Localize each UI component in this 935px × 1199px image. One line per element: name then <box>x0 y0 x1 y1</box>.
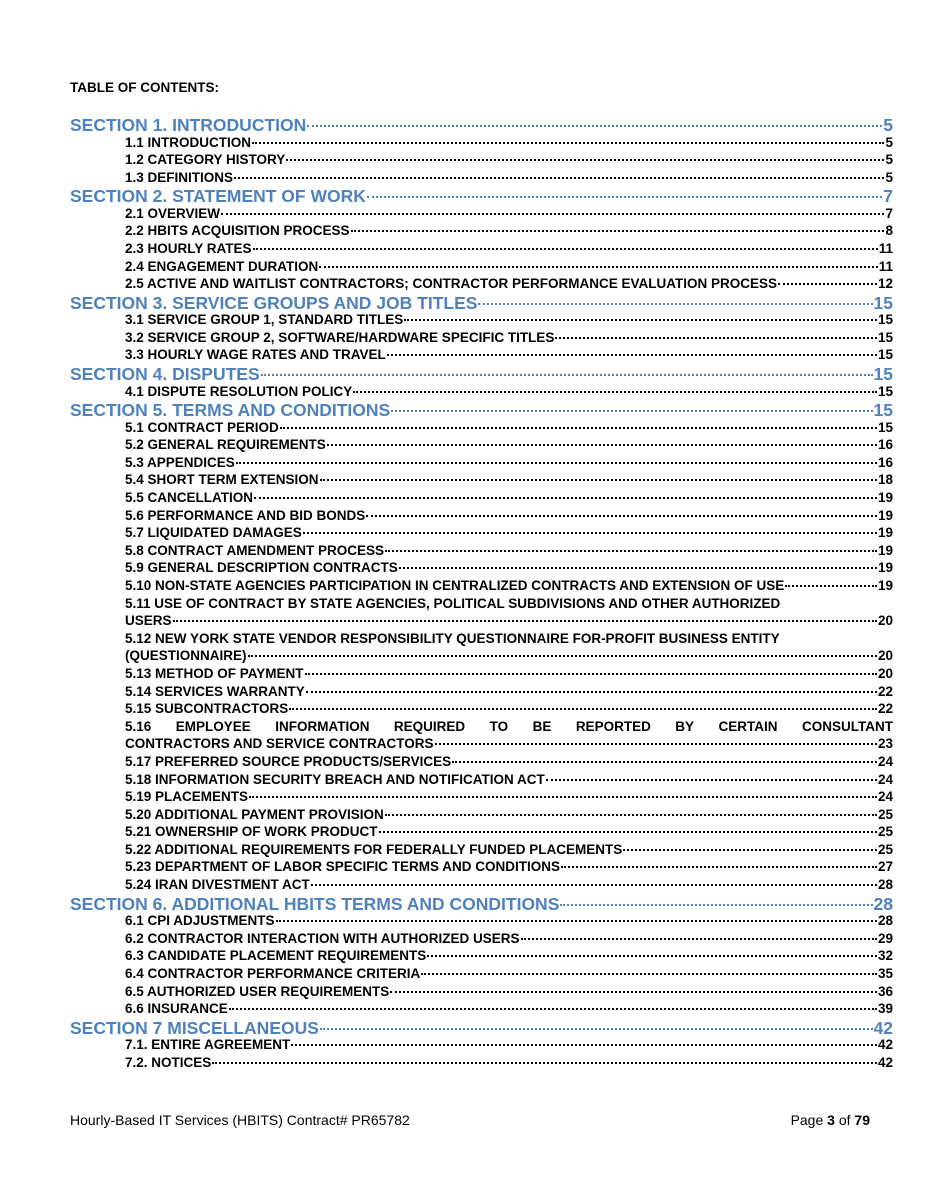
word: EMPLOYEE <box>175 718 251 734</box>
toc-subsection-entry[interactable] <box>70 205 893 223</box>
toc-subsection-label: 5.2 GENERAL REQUIREMENTS <box>125 437 326 453</box>
toc-subsection-entry[interactable] <box>70 1054 893 1072</box>
toc-leader-dots <box>390 991 877 993</box>
toc-subsection-entry[interactable] <box>70 876 893 894</box>
toc-subsection-label: 5.22 ADDITIONAL REQUIREMENTS FOR FEDERALLY FUNDED PLACEMENTS <box>125 841 623 857</box>
toc-subsection-label-line1: 5.12 NEW YORK STATE VENDOR RESPONSIBILITY QUESTIONNAIRE FOR-PROFIT BUSINESS ENTITY <box>125 630 780 646</box>
toc-subsection-label: 7.2. NOTICES <box>125 1054 212 1070</box>
toc-section-page: 15 <box>873 400 893 421</box>
toc-leader-dots <box>303 532 877 534</box>
toc-leader-dots <box>353 391 877 393</box>
toc-leader-dots <box>560 904 872 906</box>
table-of-contents <box>70 115 893 1071</box>
toc-section-entry[interactable] <box>70 1018 893 1037</box>
toc-subsection-page: 5 <box>885 169 893 185</box>
toc-subsection-entry[interactable] <box>70 577 893 595</box>
toc-subsection-label: 5.19 PLACEMENTS <box>125 789 249 805</box>
toc-subsection-entry[interactable] <box>70 965 893 983</box>
word: CONSULTANT <box>801 718 893 734</box>
toc-subsection-label: 1.3 DEFINITIONS <box>125 169 234 185</box>
toc-subsection-page: 23 <box>877 736 893 752</box>
toc-subsection-entry[interactable] <box>70 788 893 806</box>
toc-subsection-entry[interactable] <box>70 436 893 454</box>
toc-section-page: 15 <box>873 292 893 313</box>
toc-leader-dots <box>280 427 877 429</box>
toc-subsection-entry[interactable] <box>70 771 893 789</box>
word: REQUIRED <box>393 718 466 734</box>
toc-subsection-label: 5.7 LIQUIDATED DAMAGES <box>125 525 302 541</box>
toc-subsection-page: 15 <box>877 383 893 399</box>
toc-subsection-entry[interactable] <box>70 383 893 401</box>
toc-subsection-label: 1.2 CATEGORY HISTORY <box>125 152 286 168</box>
toc-subsection-label: 2.5 ACTIVE AND WAITLIST CONTRACTORS; CONTRACTOR PERFORMANCE EVALUATION PROCESS <box>125 276 778 292</box>
toc-subsection-entry[interactable] <box>70 134 893 152</box>
toc-section-entry[interactable] <box>70 894 893 913</box>
toc-subsection-label: 6.1 CPI ADJUSTMENTS <box>125 913 275 929</box>
toc-subsection-page: 29 <box>877 930 893 946</box>
toc-subsection-page: 19 <box>877 542 893 558</box>
toc-subsection-entry[interactable] <box>70 841 893 859</box>
toc-subsection-entry[interactable] <box>70 542 893 560</box>
toc-leader-dots <box>555 337 877 339</box>
toc-leader-dots <box>276 920 877 922</box>
toc-leader-dots <box>234 177 884 179</box>
toc-subsection-page: 42 <box>877 1054 893 1070</box>
word: INFORMATION <box>275 718 370 734</box>
toc-leader-dots <box>306 691 877 693</box>
toc-subsection-page: 20 <box>877 648 893 664</box>
toc-subsection-label: 5.18 INFORMATION SECURITY BREACH AND NOTIFICATION ACT <box>125 771 545 787</box>
toc-leader-dots <box>521 938 877 940</box>
toc-subsection-entry[interactable] <box>70 930 893 948</box>
toc-leader-dots <box>320 1028 873 1030</box>
toc-subsection-page: 19 <box>877 490 893 505</box>
toc-leader-dots <box>286 159 884 161</box>
toc-subsection-page: 24 <box>877 771 893 787</box>
footer-page-current: 3 <box>827 1112 835 1128</box>
toc-section-page: 5 <box>883 115 893 135</box>
toc-subsection-label: 5.3 APPENDICES <box>125 454 235 470</box>
toc-leader-dots <box>379 831 877 833</box>
toc-subsection-label: 5.4 SHORT TERM EXTENSION <box>125 472 319 488</box>
toc-subsection-label: 5.17 PREFERRED SOURCE PRODUCTS/SERVICES <box>125 753 452 769</box>
toc-section-entry[interactable] <box>70 364 893 383</box>
toc-subsection-entry[interactable] <box>70 275 893 293</box>
toc-subsection-page: 20 <box>877 613 893 629</box>
footer-page-total: 79 <box>854 1112 870 1128</box>
toc-subsection-page: 15 <box>877 329 893 345</box>
toc-section-label: SECTION 5. TERMS AND CONDITIONS <box>70 400 391 421</box>
toc-subsection-label: 5.24 IRAN DIVESTMENT ACT <box>125 877 310 893</box>
toc-subsection-entry[interactable] <box>70 595 893 630</box>
toc-subsection-label: 2.1 OVERVIEW <box>125 205 221 221</box>
toc-subsection-page: 32 <box>877 948 893 964</box>
toc-subsection-page: 22 <box>877 683 893 699</box>
toc-subsection-label: 3.2 SERVICE GROUP 2, SOFTWARE/HARDWARE SPECIFIC TITLES <box>125 329 555 345</box>
toc-subsection-page: 18 <box>877 472 893 488</box>
toc-subsection-entry[interactable] <box>70 559 893 577</box>
toc-subsection-label: 6.4 CONTRACTOR PERFORMANCE CRITERIA <box>125 965 421 981</box>
toc-subsection-label: 6.2 CONTRACTOR INTERACTION WITH AUTHORIZED USERS <box>125 930 520 946</box>
toc-subsection-entry[interactable] <box>70 858 893 876</box>
toc-section-entry[interactable] <box>70 186 893 205</box>
toc-section-page: 15 <box>873 364 893 385</box>
toc-subsection-entry[interactable] <box>70 1000 893 1018</box>
toc-subsection-entry[interactable] <box>70 258 893 276</box>
toc-leader-dots <box>221 213 884 215</box>
toc-leader-dots <box>319 266 877 268</box>
toc-subsection-label: 5.10 NON-STATE AGENCIES PARTICIPATION IN CENTRALIZED CONTRACTS AND EXTENSION OF USE <box>125 577 785 593</box>
toc-subsection-label-line2: (QUESTIONNAIRE) <box>125 648 247 664</box>
toc-leader-dots <box>778 283 877 285</box>
toc-leader-dots <box>229 1008 877 1010</box>
toc-section-entry[interactable] <box>70 115 893 134</box>
toc-leader-dots <box>261 374 873 376</box>
toc-subsection-entry[interactable] <box>70 419 893 437</box>
toc-subsection-label: 6.6 INSURANCE <box>125 1001 228 1017</box>
toc-subsection-entry[interactable] <box>70 346 893 364</box>
toc-section-label: SECTION 2. STATEMENT OF WORK <box>70 186 366 207</box>
toc-subsection-page: 15 <box>877 312 893 328</box>
toc-section-label: SECTION 3. SERVICE GROUPS AND JOB TITLES <box>70 292 478 313</box>
toc-subsection-page: 28 <box>877 877 893 893</box>
toc-leader-dots <box>399 567 877 569</box>
footer-page-number <box>791 1112 870 1128</box>
word: REPORTED <box>575 718 651 734</box>
toc-subsection-entry[interactable] <box>70 169 893 187</box>
toc-leader-dots <box>404 319 877 321</box>
toc-subsection-label: 2.4 ENGAGEMENT DURATION <box>125 258 319 274</box>
toc-subsection-page: 25 <box>877 824 893 840</box>
toc-subsection-label-line2: CONTRACTORS AND SERVICE CONTRACTORS <box>125 736 434 752</box>
toc-subsection-entry[interactable] <box>70 700 893 718</box>
toc-subsection-page: 20 <box>877 665 893 681</box>
toc-leader-dots <box>387 354 877 356</box>
word: BY <box>675 718 695 734</box>
toc-leader-dots <box>253 248 878 250</box>
toc-leader-dots <box>248 655 877 657</box>
toc-section-entry[interactable] <box>70 400 893 419</box>
toc-subsection-label: 3.3 HOURLY WAGE RATES AND TRAVEL <box>125 347 386 363</box>
toc-subsection-page: 11 <box>878 240 893 256</box>
toc-subsection-page: 25 <box>877 806 893 822</box>
toc-subsection-page: 16 <box>877 437 893 453</box>
toc-subsection-label: 5.23 DEPARTMENT OF LABOR SPECIFIC TERMS AND CONDITIONS <box>125 859 561 875</box>
toc-subsection-page: 16 <box>877 454 893 470</box>
toc-leader-dots <box>320 479 877 481</box>
toc-subsection-line2 <box>125 647 893 665</box>
toc-subsection-line2 <box>125 735 893 753</box>
toc-subsection-entry[interactable] <box>70 454 893 472</box>
toc-subsection-page: 27 <box>877 859 893 875</box>
toc-subsection-label: 2.2 HBITS ACQUISITION PROCESS <box>125 223 350 239</box>
toc-subsection-page: 19 <box>877 577 893 593</box>
toc-subsection-entry[interactable] <box>70 311 893 329</box>
toc-subsection-label: 5.15 SUBCONTRACTORS <box>125 701 289 717</box>
toc-subsection-label: 7.1. ENTIRE AGREEMENT <box>125 1037 291 1053</box>
toc-subsection-entry[interactable] <box>70 823 893 841</box>
toc-subsection-line2 <box>125 612 893 630</box>
toc-leader-dots <box>785 585 877 587</box>
toc-subsection-label: 5.1 CONTRACT PERIOD <box>125 419 279 435</box>
toc-subsection-entry[interactable] <box>70 983 893 1001</box>
footer-page-prefix: Page <box>790 1112 828 1128</box>
toc-subsection-label: 4.1 DISPUTE RESOLUTION POLICY <box>125 383 353 399</box>
toc-leader-dots <box>254 497 877 499</box>
toc-subsection-label-line2: USERS <box>125 613 172 629</box>
toc-subsection-page: 22 <box>877 701 893 717</box>
toc-subsection-page: 42 <box>877 1037 893 1053</box>
toc-subsection-page: 19 <box>877 560 893 576</box>
toc-subsection-page: 11 <box>878 258 893 274</box>
toc-section-label: SECTION 4. DISPUTES <box>70 364 260 385</box>
toc-leader-dots <box>327 444 877 446</box>
toc-subsection-page: 8 <box>885 223 893 239</box>
toc-leader-dots <box>252 142 884 144</box>
toc-leader-dots <box>249 796 877 798</box>
word: BE <box>532 718 552 734</box>
word: CERTAIN <box>718 718 778 734</box>
toc-leader-dots <box>546 779 877 781</box>
toc-leader-dots <box>452 761 877 763</box>
toc-subsection-entry[interactable] <box>70 718 893 753</box>
toc-subsection-entry[interactable] <box>70 630 893 665</box>
toc-subsection-label: 6.3 CANDIDATE PLACEMENT REQUIREMENTS <box>125 948 427 964</box>
toc-section-label: SECTION 6. ADDITIONAL HBITS TERMS AND CONDITIONS <box>70 893 560 914</box>
toc-leader-dots <box>366 515 877 517</box>
toc-subsection-page: 28 <box>877 913 893 929</box>
toc-section-page: 42 <box>873 1017 893 1038</box>
toc-subsection-label: 2.3 HOURLY RATES <box>125 240 252 256</box>
toc-subsection-label: 6.5 AUTHORIZED USER REQUIREMENTS <box>125 983 390 999</box>
toc-leader-dots <box>367 196 882 198</box>
toc-leader-dots <box>289 708 877 710</box>
word: 5.16 <box>125 718 152 734</box>
toc-subsection-entry[interactable] <box>70 329 893 347</box>
toc-subsection-entry[interactable] <box>70 489 893 507</box>
page-footer <box>70 1112 870 1128</box>
toc-leader-dots <box>427 955 877 957</box>
toc-leader-dots <box>173 620 877 622</box>
toc-subsection-label: 5.14 SERVICES WARRANTY <box>125 683 305 699</box>
toc-subsection-label: 5.9 GENERAL DESCRIPTION CONTRACTS <box>125 560 398 576</box>
toc-subsection-label: 3.1 SERVICE GROUP 1, STANDARD TITLES <box>125 312 404 328</box>
toc-leader-dots <box>623 849 877 851</box>
toc-subsection-page: 36 <box>877 983 893 999</box>
toc-subsection-entry[interactable] <box>70 240 893 258</box>
toc-subsection-label-line1: 5.11 USE OF CONTRACT BY STATE AGENCIES, POLITICAL SUBDIVISIONS AND OTHER AUTHORIZED <box>125 595 781 611</box>
word: TO <box>489 718 509 734</box>
toc-subsection-page: 19 <box>877 525 893 541</box>
toc-subsection-entry[interactable] <box>70 507 893 525</box>
toc-subsection-entry[interactable] <box>70 912 893 930</box>
footer-doc-title: Hourly-Based IT Services (HBITS) Contract# PR65782 <box>70 1112 410 1128</box>
toc-subsection-label: 5.21 OWNERSHIP OF WORK PRODUCT <box>125 824 378 840</box>
toc-subsection-entry[interactable] <box>70 683 893 701</box>
toc-subsection-label: 1.1 INTRODUCTION <box>125 134 252 150</box>
toc-subsection-label: 5.6 PERFORMANCE AND BID BONDS <box>125 507 366 523</box>
toc-subsection-page: 24 <box>877 753 893 769</box>
toc-subsection-page: 5 <box>885 152 893 168</box>
toc-leader-dots <box>236 462 877 464</box>
toc-leader-dots <box>561 866 877 868</box>
toc-subsection-label: 5.5 CANCELLATION <box>125 490 254 505</box>
toc-subsection-page: 39 <box>877 1001 893 1017</box>
toc-subsection-label: 5.20 ADDITIONAL PAYMENT PROVISION <box>125 806 384 822</box>
toc-subsection-entry[interactable] <box>70 753 893 771</box>
toc-title: TABLE OF CONTENTS: <box>70 80 219 95</box>
toc-subsection-label: 5.8 CONTRACT AMENDMENT PROCESS <box>125 542 385 558</box>
toc-subsection-page: 24 <box>877 789 893 805</box>
toc-section-label: SECTION 7 MISCELLANEOUS <box>70 1017 319 1038</box>
toc-leader-dots <box>307 125 882 127</box>
toc-subsection-page: 7 <box>885 205 893 221</box>
toc-subsection-page: 15 <box>877 419 893 435</box>
toc-leader-dots <box>391 410 872 412</box>
toc-leader-dots <box>212 1062 877 1064</box>
toc-subsection-entry[interactable] <box>70 665 893 683</box>
toc-section-page: 7 <box>883 186 893 207</box>
toc-subsection-entry[interactable] <box>70 806 893 824</box>
toc-section-entry[interactable] <box>70 293 893 312</box>
toc-leader-dots <box>351 230 885 232</box>
toc-subsection-page: 35 <box>877 965 893 981</box>
toc-leader-dots <box>311 884 877 886</box>
toc-subsection-page: 19 <box>877 507 893 523</box>
toc-subsection-page: 5 <box>885 134 893 150</box>
toc-subsection-entry[interactable] <box>70 151 893 169</box>
toc-subsection-label: 5.13 METHOD OF PAYMENT <box>125 665 304 681</box>
toc-leader-dots <box>478 303 872 305</box>
toc-leader-dots <box>305 673 877 675</box>
toc-leader-dots <box>385 550 877 552</box>
toc-leader-dots <box>291 1044 877 1046</box>
toc-subsection-entry[interactable] <box>70 947 893 965</box>
toc-subsection-entry[interactable] <box>70 471 893 489</box>
toc-subsection-entry[interactable] <box>70 1036 893 1054</box>
footer-page-of: of <box>834 1112 855 1128</box>
toc-subsection-page: 12 <box>877 276 893 292</box>
toc-subsection-page: 15 <box>877 347 893 363</box>
toc-section-page: 28 <box>873 893 893 914</box>
toc-subsection-entry[interactable] <box>70 524 893 542</box>
toc-subsection-page: 25 <box>877 841 893 857</box>
toc-leader-dots <box>385 814 877 816</box>
toc-subsection-label-line1 <box>125 718 893 736</box>
toc-leader-dots <box>435 743 877 745</box>
toc-section-label: SECTION 1. INTRODUCTION <box>70 115 307 135</box>
toc-subsection-entry[interactable] <box>70 222 893 240</box>
toc-leader-dots <box>421 973 877 975</box>
